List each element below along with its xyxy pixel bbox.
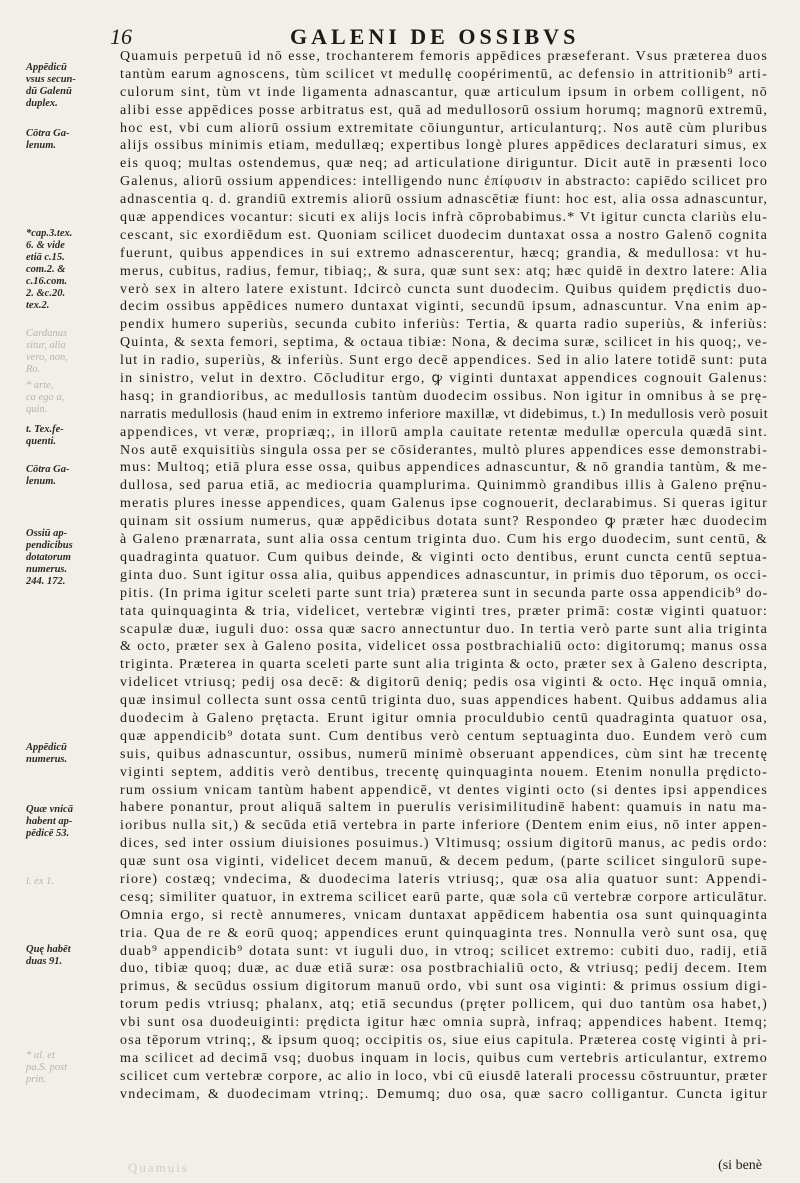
text-line: suis, quibus adnascuntur, ossibus, numerū minimè obseruant appendices, cùm sint hæ trecentę [120,746,768,762]
running-title: GALENI DE OSSIBVS [290,24,580,49]
text-line: appendices, vt veræ, propriæq;, in illorū ampla cauitate retentæ medullæ opercula quædā sint. [120,424,768,440]
text-line: primus, & secūdus ossium digitorum manuū ordo, vbi sunt osa viginti: & primus ossium digi- [120,979,768,995]
text-line: scilicet cum vertebræ corpore, ac alio in loco, vbi cū eiusdē laterali processu cōstruuntur, præter [120,1068,768,1084]
text-line: à Galeno prænarrata, sunt alia ossa centum triginta duo. Cum his ergo duodecim, sunt centū, & [120,532,768,548]
margin-note: l. ex 1. [26,876,54,887]
text-line: duo, tibiæ quoq; duæ, ac duæ etiā suræ: osa postbrachialiū octo, & vtriusq; pedij decem. Item [120,961,768,977]
text-line: alijs ossibus minimis etiam, medullæq; expertibus longè plures appēdices declaraturi simus, ex [120,138,768,154]
text-line: cesq; similiter quatuor, in extrema scilicet earū parte, quæ sola cū vertebræ corpore articulātur. [120,889,768,905]
text-line: viginti septem, additis verò dentibus, trecentę quinquaginta nouem. Etenim nonulla prędicto- [120,764,768,780]
margin-note: Ossiū ap- pendicibus dotatorum numerus. 244. 172. [26,528,73,587]
text-line: quæ insimul collecta sunt ossa centū triginta duo, suas appendices habent. Quibus addamus alia [120,693,768,709]
page-header [110,24,770,50]
text-line: quæ appendicib⁹ dotata sunt. Cum dentibus verò centum septuaginta duo. Eundem verò cum [120,728,768,744]
text-line: merus, cubitus, radius, femur, tibiaq;, & sura, quæ sunt sex: atq; hæc quidē in dextro latere: Alia [120,263,768,279]
text-line: osa tēporum vtrinq;, & ipsum quoq; occipitis os, siue eius capitula. Præterea costę viginti à pri- [120,1032,768,1048]
margin-note: *cap.3.tex. 6. & vide etiā c.15. com.2. & c.16.com. 2. &c.20. tex.2. [26,228,73,311]
margin-note: Appēdicū numerus. [26,742,68,765]
text-line: Galenus, aliorū ossium appendices: intelligendo nunc ἐπίφυσιν in abstracto: capiēdo scilicet pro [120,174,768,190]
text-line: habere ponantur, prout aliquā saltem in puerulis verisimilitudinē habent: quamuis in natu ma- [120,800,768,816]
text-line: cescant, sic exordiēdum est. Quoniam scilicet duodecim duntaxat ossa a nostro Galenō cognita [120,227,768,243]
margin-note: Appēdicū vsus secun- dū Galenū duplex. [26,62,76,109]
margin-note: Cardanus situr, alia vero, non, Ro. [26,328,68,375]
margin-note: Cōtra Ga- lenum. [26,464,70,487]
text-line: narratis medullosis (haud enim in extremo inferiore maxillæ, vt didebimus, t.) In medullosis verò posuit [120,406,768,422]
text-line: dices, sed inter ossium diuisiones posuimus.) Vltimusq; ossium digitorū manus, ac pedis ordo: [120,836,768,852]
marginalia-column [26,0,110,1183]
text-line: duab⁹ appendicib⁹ dotata sunt: vt iuguli duo, in vtroq; scilicet extremo: cubiti duo, radij, etiā [120,943,768,959]
text-line: Nos autē exquisitiùs singula ossa per se cōsiderantes, multò plures appendices esse demonstrabi- [120,442,768,458]
text-line: hasq; in grandioribus, ac medullosis tantùm duodecim ossibus. Non igitur in omnibus à se prę- [120,388,768,404]
text-line: Quamuis perpetuū id nō esse, trochanterem femoris appēdices præseferant. Vsus præterea duos [120,49,768,64]
text-line: tria. Qua de re & eorū quoq; appendices erunt quinquaginta tres. Nonnulla verò sunt osa, quę [120,925,768,941]
text-line: mus: Multoq; etiā plura esse ossa, quibus appendices adnascuntur, & nō grandia tantùm, & me- [120,460,768,476]
text-line: ma scilicet ad decimā vsq; duobus inquam in locis, quibus cum vertebris articulantur, extremo [120,1050,768,1066]
margin-note: * arte, ca ego a, quin. [26,380,65,415]
text-line: vbi sunt osa duodeuiginti: prędicta igitur hæc omnia suprà, infraq; appendices habent. Itemq; [120,1015,768,1031]
text-line: quæ sunt osa viginti, videlicet decem manuū, & decem pedum, (parte scilicet singulorū supe- [120,854,768,870]
text-line: tata quinquaginta & tria, videlicet, vertebræ viginti tres, præter primā: costæ viginti quatuor: [120,603,768,619]
text-line: eis quoq; multas ostendemus, quæ neq; ad articulatione diriguntur. Dicit autē in præsenti loco [120,156,768,172]
text-line: pendix humero superiùs, secunda cubito inferiùs: Tertia, & quarta radio superiùs, & inferiùs: [120,317,768,333]
bleed-through-text: Quamuis [128,1160,189,1175]
text-line: triginta. Præterea in quarta sceleti parte sunt alia triginta & octo, præter sex à Galeno descripta, [120,657,768,673]
text-line: rum ossium vnicam tantùm habent appendicē, vt dentes viginti octo (si dentes ipsi appendices [120,782,768,798]
text-line: ginta duo. Sunt igitur ossa alia, quibus appendices adnascuntur, in primis duo tēporum, os occi- [120,567,768,583]
text-line: dullosa, sed parua etiā, ac mediocria quamplurima. Quinimmò grandibus illis à Galeno prę̄nu- [120,478,768,494]
margin-note: Quæ vnicā habent ap- pēdicē 53. [26,804,73,839]
text-line: riore) costæq; vndecima, & duodecima lateris vtriusq;, quæ osa alia quatuor sunt: Appendi- [120,871,768,887]
page-number: 16 [110,24,132,49]
text-line: in sinistro, velut in dextro. Cōcluditur ergo, ꝙ viginti duntaxat appendices cognouit Galenus: [120,371,768,387]
text-line: torum pedis vtriusq; phalanx, atq; etiā secundus (pręter pollicem, qui duo tantùm osa habet,) [120,997,768,1013]
text-line: hoc est, vbi cum aliorū ossium extremitate cōiunguntur, articulanturq;. Nos autē cùm pluribus [120,120,768,136]
text-line: culorum sint, tùm vt inde ligamenta adnascantur, quæ articulum ipsum in orbem colligent, nō [120,84,768,100]
margin-note: Quę habēt duas 91. [26,944,71,967]
text-line: tantùm earum agnoscens, tùm scilicet vt medullę coopérimentū, ac defensio in attritionib⁹ arti- [120,66,768,82]
text-line: lut in radio, superiùs, & inferiùs. Sunt ergo decē appendices. Sed in alio latere totidē sunt: puta [120,353,768,369]
text-line: quæ appendices vocantur: sicuti ex alijs locis infrà cōprobabimus.* Vt igitur cuncta clariùs elu- [120,210,768,226]
text-line: quinam sit ossium numerus, quæ appēdicibus dotata sunt? Respondeo ꝙ præter hæc duodecim [120,514,768,530]
margin-note: t. Tex.fe- quenti. [26,424,64,447]
margin-note: * al. et pa.S. post prin. [26,1050,68,1085]
text-line: Quinta, & sexta femori, septima, & octaua tibiæ: Nona, & decima suræ, scilicet in his quoq;, ve- [120,335,768,351]
margin-note: Cōtra Ga- lenum. [26,128,70,151]
text-line: fuerunt, quibus appendices in sui extremo adnascerentur, hæcq; grandia, & medullosa: vt hu- [120,245,768,261]
text-line: verò sex in altero latere existunt. Idcircò cuncta sunt duodecim. Quibus quidem prędictis duo- [120,281,768,297]
text-line: ioribus nulla sit,) & secūda etiā vertebra in parte inferiore (Dentem enim eius, nō inter appen- [120,818,768,834]
main-text-block [120,48,768,1104]
catchword: (si benè [718,1158,762,1173]
text-line: vndecimam, & duodecimam vtrinq;. Demumq; duo osa, quæ sacro colligantur. Cuncta igitur [120,1086,768,1102]
text-line: scapulæ duæ, iuguli duo: ossa quæ sacro annectuntur duo. In tertia verò parte sunt alia triginta [120,621,768,637]
text-line: duodecim à Galeno prętacta. Erunt igitur omnia proculdubio centū quadraginta quatuor osa, [120,710,768,726]
text-line: quadraginta quatuor. Cum quibus deinde, & viginti octo dentibus, erunt cuncta centū septua- [120,549,768,565]
text-line: videlicet vtriusq; pedij osa decē: & digitorū deniq; pedis osa viginti & octo. Hęc inquā omnia, [120,675,768,691]
text-line: & octo, præter sex à Galeno posita, videlicet ossa postbrachialiū octo: digitorumq; manus ossa [120,639,768,655]
text-line: pitis. (In prima igitur sceleti parte sunt tria) præterea sunt in secunda parte ossa appendicib⁹ do- [120,585,768,601]
text-line: adnascentia q. d. grandiū extremis aliorū ossium adnascētiæ fiunt: hoc est, alia ossa adnascuntur, [120,192,768,208]
text-line: alibi esse appēdices posse arbitratus est, quā ad medullosorū ossium horumq; magnorū extremū, [120,102,768,118]
text-line: Omnia ergo, si rectè annumeres, vnicam duntaxat appēdicem habentia osa sunt quinquaginta [120,907,768,923]
text-line: decim ossibus appēdices numero duntaxat viginti, secundū ipsum, adnascuntur. Vna enim ap- [120,299,768,315]
text-line: meratis plures inesse appendices, quam Galenus ipse cognouerit, declarabimus. Si queras igitur [120,496,768,512]
